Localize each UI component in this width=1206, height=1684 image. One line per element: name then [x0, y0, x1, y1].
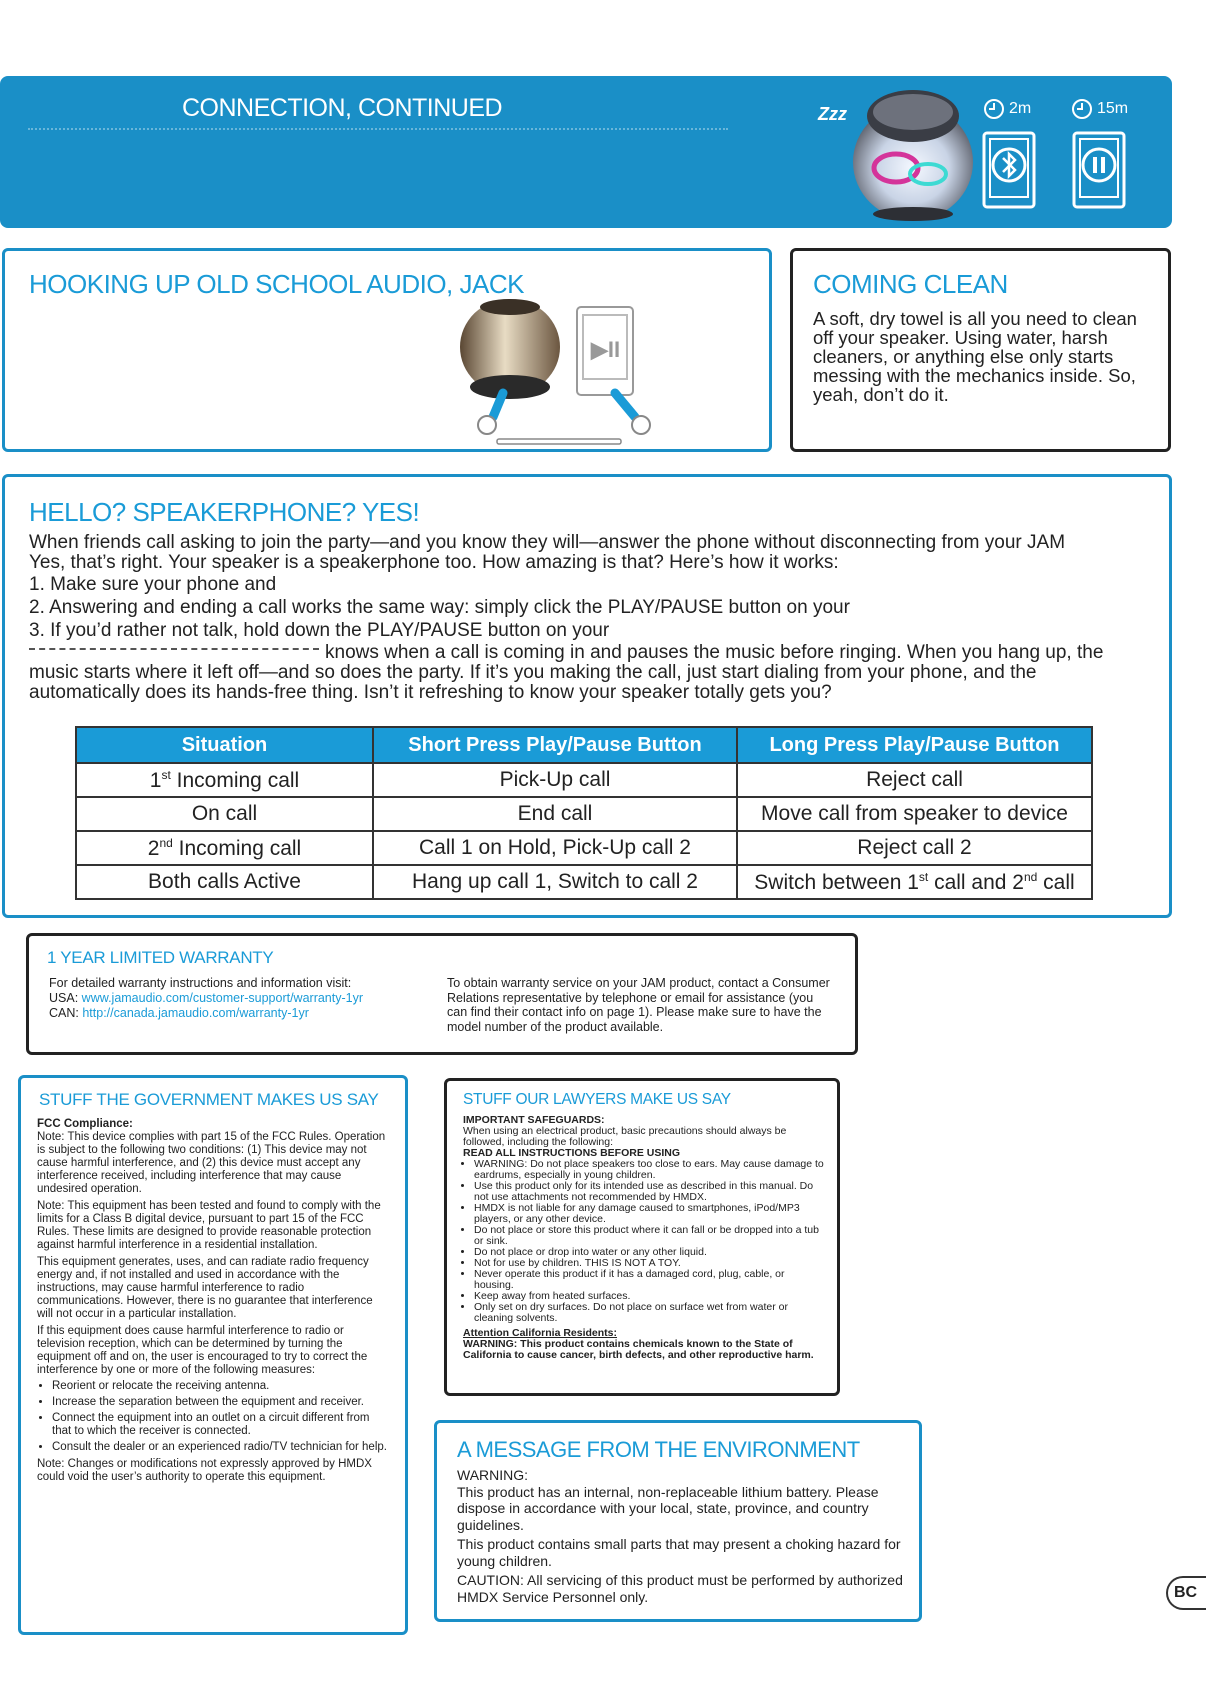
- banner-title: CONNECTION, CONTINUED: [182, 94, 503, 122]
- clock-icon: [983, 98, 1005, 120]
- play-pause-symbol: ▶II: [591, 337, 621, 362]
- short-press-cell: Call 1 on Hold, Pick-Up call 2: [373, 831, 737, 865]
- speakerphone-step-1: 1. Make sure your phone and: [29, 574, 277, 595]
- speakerphone-para-3: automatically does its hands-free thing. Isn’t it refreshing to know your speaker totally gets you?: [29, 682, 832, 703]
- safeguards-list: [463, 1159, 825, 1324]
- speakerphone-step-3: 3. If you’d rather not talk, hold down the PLAY/PAUSE button on your: [29, 620, 610, 641]
- table-header: Situation: [76, 727, 373, 763]
- environment-title: A MESSAGE FROM THE ENVIRONMENT: [457, 1437, 860, 1462]
- table-header-row: [76, 727, 1092, 763]
- clock-icon: [1071, 98, 1093, 120]
- table-header: Short Press Play/Pause Button: [373, 727, 737, 763]
- fcc-paragraph: Note: Changes or modifications not expressly approved by HMDX could void the user’s authority to operate this equipment.: [37, 1458, 372, 1483]
- coming-clean-title: COMING CLEAN: [813, 269, 1008, 299]
- list-item: • HMDX is not liable for any damage caused to smartphones, iPod/MP3 players, or any other device.: [474, 1203, 825, 1225]
- long-press-cell: Move call from speaker to device: [737, 797, 1092, 831]
- coming-clean-body: A soft, dry towel is all you need to clean off your speaker. Using water, harsh cleaners, or anything else only starts messing with the mechanics inside. So, yeah, don’t do it.: [813, 308, 1137, 405]
- warranty-title: 1 YEAR LIMITED WARRANTY: [47, 948, 274, 967]
- situation-cell: 1st Incoming call: [76, 763, 373, 797]
- list-item: • Use this product only for its intended use as described in this manual. Do not use attachments not recommended by HMDX.: [474, 1181, 825, 1203]
- speakerphone-title: HELLO? SPEAKERPHONE? YES!: [29, 497, 420, 527]
- read-instructions-heading: READ ALL INSTRUCTIONS BEFORE USING: [463, 1147, 681, 1159]
- warranty-can-line: CAN: http://canada.jamaudio.com/warranty-1yr: [49, 1006, 309, 1020]
- warranty-usa-line: USA: www.jamaudio.com/customer-support/warranty-1yr: [49, 991, 364, 1005]
- warranty-can-link[interactable]: http://canada.jamaudio.com/warranty-1yr: [82, 1006, 309, 1020]
- list-item: • Keep away from heated surfaces.: [474, 1291, 825, 1302]
- lawyers-section: [444, 1078, 840, 1396]
- warranty-info: [49, 976, 409, 1021]
- fcc-paragraph: If this equipment does cause harmful interference to radio or television reception, which can be determined by turning the equipment off and on, the user is encouraged to try to correct the interference by one or more of the following measures:: [37, 1325, 368, 1376]
- california-warning: WARNING: This product contains chemicals known to the State of California to cause cancer, birth defects, and other reproductive harm.: [463, 1338, 814, 1361]
- bluetooth-phone-icon: [982, 131, 1036, 209]
- speaker-image: [455, 295, 565, 403]
- fcc-paragraph: This equipment generates, uses, and can radiate radio frequency energy and, if not installed and used in accordance with the instructions, may cause harmful interference to radio communications. However, there is no guarantee that interference will not occur in a particular installation.: [37, 1256, 373, 1320]
- warranty-section: [26, 933, 858, 1055]
- list-item: • Increase the separation between the equipment and receiver.: [52, 1396, 389, 1409]
- fcc-measures-list: [37, 1380, 389, 1454]
- speakerphone-para-2: music starts where it left off—and so does the party. If it’s you making the call, just start dialing from your phone, and the: [29, 662, 1037, 683]
- situation-cell: On call: [76, 797, 373, 831]
- audio-jack-title: HOOKING UP OLD SCHOOL AUDIO, JACK: [29, 269, 524, 299]
- government-body: [37, 1118, 389, 1484]
- speakerphone-para-1: knows when a call is coming in and pauses the music before ringing. When you hang up, the: [325, 642, 1104, 663]
- table-row: [76, 797, 1092, 831]
- speakerphone-redacted-line: [29, 648, 319, 650]
- environment-warning-label: WARNING:: [457, 1467, 529, 1483]
- environment-paragraph: This product has an internal, non-replaceable lithium battery. Please dispose in accordance with your local, state, province, and country guidelines.: [457, 1483, 879, 1533]
- timer-15m-label: 15m: [1097, 100, 1129, 117]
- list-item: • Not for use by children. THIS IS NOT A TOY.: [474, 1258, 825, 1269]
- long-press-cell: Reject call 2: [737, 831, 1092, 865]
- short-press-cell: Hang up call 1, Switch to call 2: [373, 865, 737, 899]
- warranty-intro: For detailed warranty instructions and information visit:: [49, 976, 352, 990]
- fcc-heading: FCC Compliance:: [37, 1118, 133, 1130]
- corner-badge-text: BC: [1174, 1584, 1198, 1601]
- warranty-usa-link[interactable]: www.jamaudio.com/customer-support/warranty-1yr: [81, 991, 364, 1005]
- table-row: [76, 831, 1092, 865]
- connection-banner: [0, 76, 1172, 228]
- situation-cell: Both calls Active: [76, 865, 373, 899]
- situation-cell: 2nd Incoming call: [76, 831, 373, 865]
- timer-2m-label: 2m: [1009, 100, 1032, 117]
- speakerphone-line-2: Yes, that’s right. Your speaker is a speakerphone too. How amazing is that? Here’s how it works:: [29, 552, 839, 573]
- list-item: • Reorient or relocate the receiving antenna.: [52, 1380, 389, 1393]
- lawyers-body: [463, 1115, 825, 1361]
- table-row: [76, 763, 1092, 797]
- lawyers-title: STUFF OUR LAWYERS MAKE US SAY: [463, 1091, 731, 1108]
- list-item: • Consult the dealer or an experienced radio/TV technician for help.: [52, 1441, 389, 1454]
- environment-section: [434, 1420, 922, 1622]
- long-press-cell: Reject call: [737, 763, 1092, 797]
- environment-paragraph: CAUTION: All servicing of this product must be performed by authorized HMDX Service Personnel only.: [457, 1572, 903, 1605]
- banner-faint-line: [28, 128, 728, 130]
- list-item: • Never operate this product if it has a damaged cord, plug, cable, or housing.: [474, 1269, 825, 1291]
- safeguards-heading: IMPORTANT SAFEGUARDS:: [463, 1114, 605, 1126]
- speakerphone-line-1: When friends call asking to join the party—and you know they will—answer the phone without disconnecting from your JAM: [29, 532, 1066, 553]
- list-item: • Connect the equipment into an outlet on a circuit different from that to which the receiver is connected.: [52, 1412, 389, 1438]
- list-item: • Do not place or store this product where it can fall or be dropped into a tub or sink.: [474, 1225, 825, 1247]
- long-press-cell: Switch between 1st call and 2nd call: [737, 865, 1092, 899]
- list-item: • Do not place or drop into water or any other liquid.: [474, 1247, 825, 1258]
- list-item: • Only set on dry surfaces. Do not place on surface wet from water or cleaning solvents.: [474, 1302, 825, 1324]
- pause-phone-icon: [1072, 131, 1126, 209]
- list-item: • WARNING: Do not place speakers too close to ears. May cause damage to eardrums, especially in young children.: [474, 1159, 825, 1181]
- short-press-cell: End call: [373, 797, 737, 831]
- audio-jack-section: [2, 248, 772, 452]
- aux-cable-image: [465, 391, 665, 451]
- environment-body: [457, 1467, 905, 1605]
- table-row: [76, 865, 1092, 899]
- fcc-paragraph: Note: This device complies with part 15 of the FCC Rules. Operation is subject to the following two conditions: (1) This device may not cause harmful interference, and (2) this device must accept any interference received, including interference that may cause undesired operation.: [37, 1131, 386, 1195]
- environment-paragraph: This product contains small parts that may present a choking hazard for young children.: [457, 1536, 901, 1569]
- fcc-paragraph: Note: This equipment has been tested and found to comply with the limits for a Class B digital device, pursuant to part 15 of the FCC Rules. These limits are designed to provide reasonable protection against harmful interference in a residential installation.: [37, 1200, 381, 1251]
- speaker-glow-image: [848, 82, 978, 224]
- warranty-service-text: To obtain warranty service on your JAM product, contact a Consumer Relations representative by telephone or email for assistance (you can find their contact info on page 1). Please make sure to have the model number of the product available.: [447, 976, 830, 1034]
- coming-clean-section: [790, 248, 1171, 452]
- corner-badge: [1166, 1576, 1206, 1610]
- california-heading: Attention California Residents:: [463, 1327, 618, 1339]
- short-press-cell: Pick-Up call: [373, 763, 737, 797]
- table-header: Long Press Play/Pause Button: [737, 727, 1092, 763]
- government-title: STUFF THE GOVERNMENT MAKES US SAY: [39, 1090, 379, 1109]
- sleep-label: Zzz: [818, 104, 847, 124]
- safeguards-text: When using an electrical product, basic precautions should always be followed, including the following:: [463, 1125, 787, 1148]
- speakerphone-step-2: 2. Answering and ending a call works the same way: simply click the PLAY/PAUSE button on your: [29, 597, 850, 618]
- government-section: [18, 1075, 408, 1635]
- call-controls-table: [75, 726, 1093, 900]
